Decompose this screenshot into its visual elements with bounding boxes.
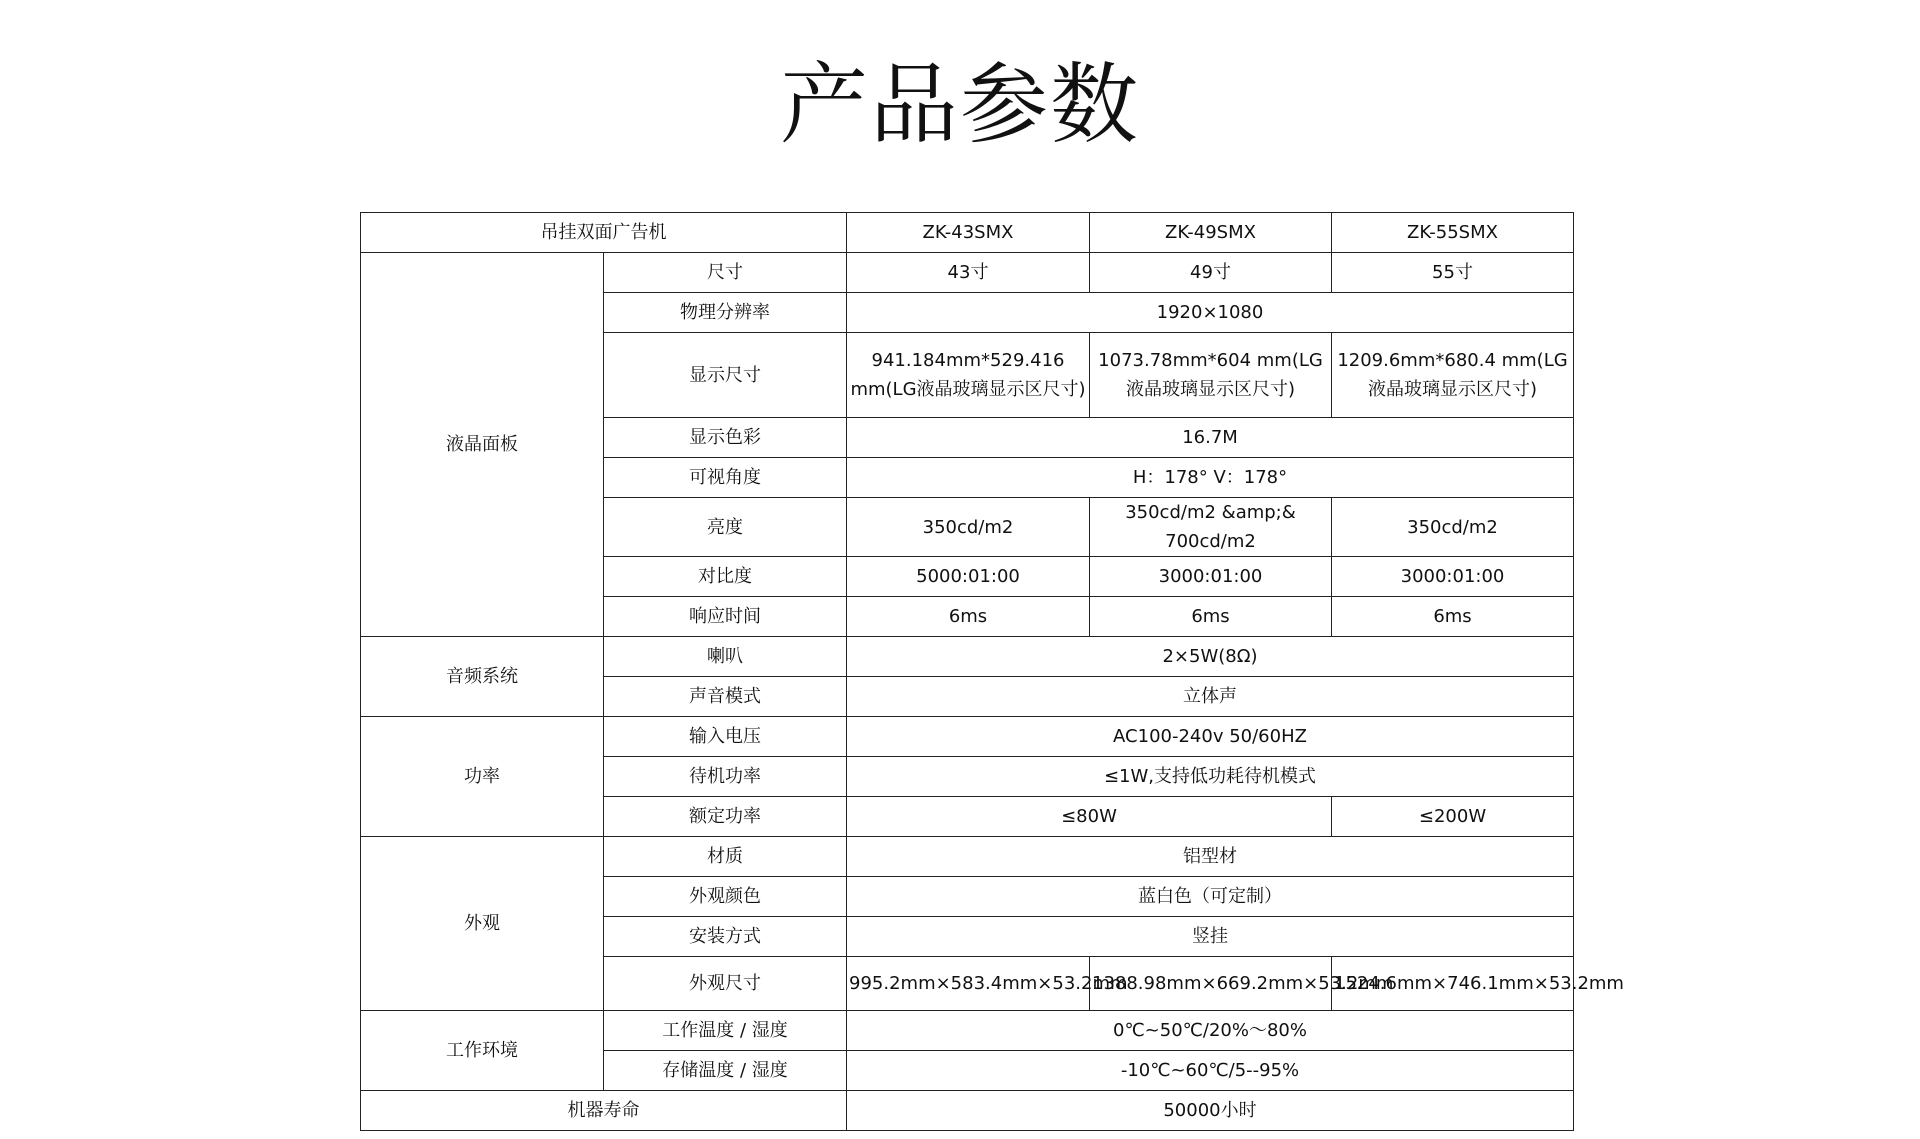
row-label: 显示尺寸 [604, 333, 847, 418]
value-cell: 50000小时 [847, 1091, 1574, 1131]
value-cell [1332, 333, 1574, 418]
value-cell: 6ms [1332, 597, 1574, 637]
value-cell: 3000:01:00 [1090, 557, 1332, 597]
row-label: 外观尺寸 [604, 957, 847, 1011]
value-text: 1209.6mm*680.4 mm(LG液晶玻璃显示区尺寸) [1337, 350, 1568, 400]
value-text: 995.2mm×583.4mm×53.2mm [849, 973, 1128, 994]
value-cell: 立体声 [847, 677, 1574, 717]
row-label: 尺寸 [604, 253, 847, 293]
row-label: 响应时间 [604, 597, 847, 637]
group-label-audio: 音频系统 [361, 637, 604, 717]
table-row [361, 1011, 1574, 1051]
row-label: 安装方式 [604, 917, 847, 957]
model-header-cell: ZK-55SMX [1332, 213, 1574, 253]
value-cell: 蓝白色（可定制） [847, 877, 1574, 917]
product-name-cell: 吊挂双面广告机 [361, 213, 847, 253]
spec-table [360, 212, 1624, 1131]
value-cell: 5000:01:00 [847, 557, 1090, 597]
value-cell: 43寸 [847, 253, 1090, 293]
value-cell: 3000:01:00 [1332, 557, 1574, 597]
value-cell: H：178° V：178° [847, 458, 1574, 498]
row-label: 待机功率 [604, 757, 847, 797]
value-cell: 55寸 [1332, 253, 1574, 293]
value-cell [847, 333, 1090, 418]
value-cell: 350cd/m2 [1332, 498, 1574, 557]
value-cell: 6ms [1090, 597, 1332, 637]
value-cell: 6ms [847, 597, 1090, 637]
table-row [361, 1091, 1574, 1131]
row-label: 物理分辨率 [604, 293, 847, 333]
value-cell: AC100-240v 50/60HZ [847, 717, 1574, 757]
row-label: 可视角度 [604, 458, 847, 498]
value-cell: 16.7M [847, 418, 1574, 458]
value-cell [1090, 957, 1394, 1011]
row-label: 工作温度 / 湿度 [604, 1011, 847, 1051]
row-label: 存储温度 / 湿度 [604, 1051, 847, 1091]
table-row [361, 253, 1574, 293]
group-label-environment: 工作环境 [361, 1011, 604, 1091]
value-cell: 350cd/m2 [847, 498, 1090, 557]
row-label: 喇叭 [604, 637, 847, 677]
value-cell: ≤200W [1332, 797, 1574, 837]
value-cell: 49寸 [1090, 253, 1332, 293]
page-title: 产品参数 [779, 53, 1140, 156]
value-cell [847, 957, 1128, 1011]
model-header-cell: ZK-43SMX [847, 213, 1090, 253]
row-label: 对比度 [604, 557, 847, 597]
value-text: 1388.98mm×669.2mm×53.2mm [1092, 973, 1394, 994]
value-cell: 350cd/m2 &amp;& 700cd/m2 [1090, 498, 1332, 557]
group-label-appearance: 外观 [361, 837, 604, 1011]
value-text: 1524.6mm×746.1mm×53.2mm [1334, 973, 1624, 994]
value-text: 1073.78mm*604 mm(LG液晶玻璃显示区尺寸) [1098, 350, 1323, 400]
value-cell: -10℃~60℃/5--95% [847, 1051, 1574, 1091]
value-cell: ≤1W,支持低功耗待机模式 [847, 757, 1574, 797]
row-label: 材质 [604, 837, 847, 877]
value-cell: 1920×1080 [847, 293, 1574, 333]
value-cell [1090, 333, 1332, 418]
value-cell: 2×5W(8Ω) [847, 637, 1574, 677]
row-label: 声音模式 [604, 677, 847, 717]
table-header-row [361, 213, 1574, 253]
group-label-power: 功率 [361, 717, 604, 837]
value-cell: 竖挂 [847, 917, 1574, 957]
table-row [361, 837, 1574, 877]
row-label: 机器寿命 [361, 1091, 847, 1131]
row-label: 额定功率 [604, 797, 847, 837]
group-label-panel: 液晶面板 [361, 253, 604, 637]
row-label: 亮度 [604, 498, 847, 557]
row-label: 输入电压 [604, 717, 847, 757]
value-cell: ≤80W [847, 797, 1332, 837]
table-row [361, 717, 1574, 757]
row-label: 显示色彩 [604, 418, 847, 458]
table-row [361, 637, 1574, 677]
row-label: 外观颜色 [604, 877, 847, 917]
value-cell: 铝型材 [847, 837, 1574, 877]
value-cell [1332, 957, 1624, 1011]
model-header-cell: ZK-49SMX [1090, 213, 1332, 253]
value-text: 941.184mm*529.416 mm(LG液晶玻璃显示区尺寸) [850, 350, 1086, 400]
value-cell: 0℃~50℃/20%～80% [847, 1011, 1574, 1051]
